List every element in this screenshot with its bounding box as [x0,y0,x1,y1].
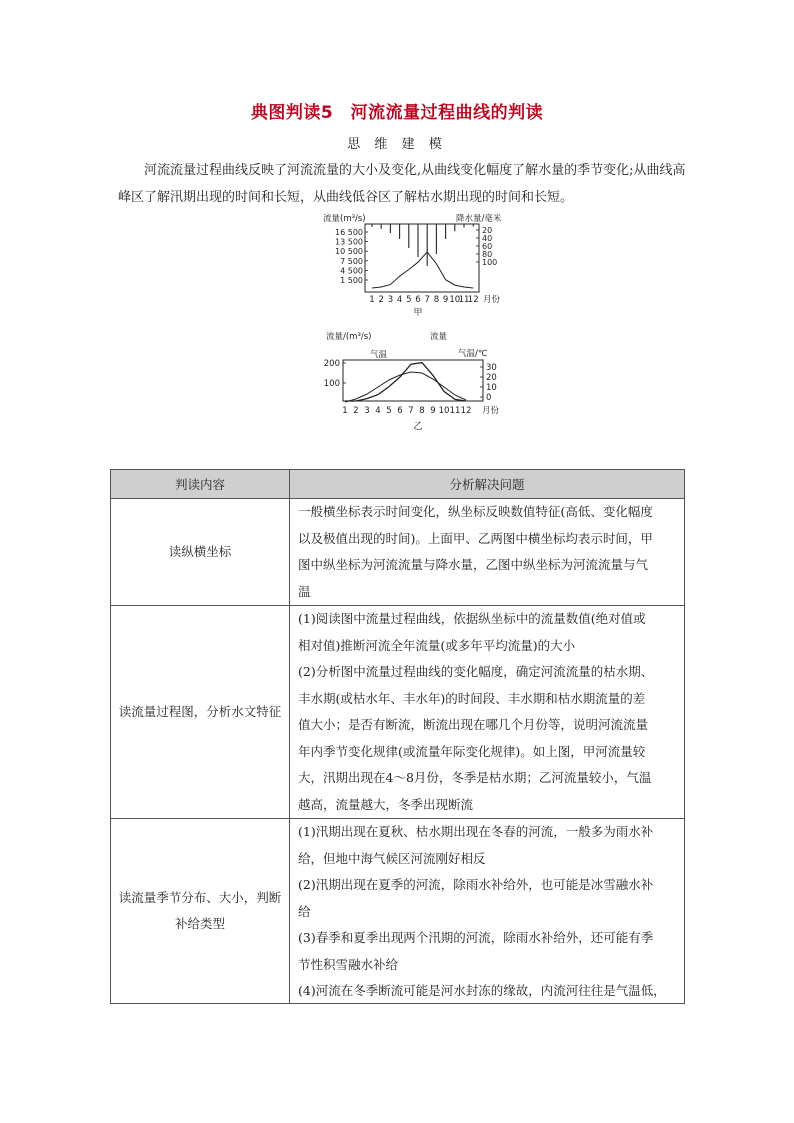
x-tick-label: 2 [353,406,359,416]
x-tick-label: 9 [430,406,436,416]
content-line: (1)阅读图中流量过程曲线，依据纵坐标中的流量数值(绝对值或 [298,611,646,626]
content-line: 值大小；是否有断流，断流出现在哪几个月份等，说明河流流量 [298,717,649,732]
x-axis-label: 月份 [482,406,500,416]
y-left-tick-label: 16 500 [335,228,363,237]
chart-jia [318,208,518,320]
x-tick-label: 11 [458,295,470,305]
chart-caption: 乙 [413,422,423,432]
x-tick-label: 7 [424,295,430,305]
content-line: 图中纵坐标为河流流量与降水量，乙图中纵坐标为河流流量与气 [298,557,649,572]
header-cell: 判读内容 [111,470,290,499]
x-tick-label: 10 [449,295,461,305]
x-tick-label: 1 [342,406,348,416]
content-line: (3)春季和夏季出现两个汛期的河流，除雨水补给外，还可能有季 [298,930,654,945]
y-right-tick-label: 60 [482,242,493,251]
header-cell: 分析解决问题 [290,470,685,499]
x-tick-label: 2 [378,295,384,305]
y-left-tick-label: 7 500 [340,256,363,266]
y-right-tick-label: 80 [482,250,493,259]
y-right-tick-label: 40 [482,234,493,243]
y-right-axis-label: 降水量/毫米 [456,214,502,224]
content-line: (1)汛期出现在夏秋、枯水期出现在冬春的河流，一般多为雨水补 [298,824,654,839]
x-tick-label: 8 [419,406,425,416]
x-ticks [369,295,478,305]
precipitation-bars [372,224,473,266]
x-tick-label: 3 [387,295,394,305]
y-left-tick-label: 13 500 [335,237,363,247]
y-right-axis-label: 气温/℃ [458,349,488,359]
content-line: (2)汛期出现在夏季的河流，除雨水补给外，也可能是冰雪融水补 [298,877,654,892]
y-left-axis-label: 流量(m³/s) [323,214,366,224]
x-tick-label: 1 [369,295,375,305]
x-tick-label: 9 [442,295,449,305]
content-line: (4)河流在冬季断流可能是河水封冻的缘故，内流河往往是气温低， [298,983,666,998]
y-left-tick-label: 100 [323,379,340,389]
temperature-annotation: 气温 [370,350,388,360]
x-tick-label: 4 [375,406,381,416]
row-item-cell: 读纵横坐标 [111,499,290,606]
x-tick-label: 7 [408,406,414,416]
x-tick-label: 12 [460,406,472,416]
content-line: (2)分析图中流量过程曲线的变化幅度，确定河流流量的枯水期、 [298,664,654,679]
flow-annotation: 流量 [430,332,448,342]
intro-paragraph: 河流流量过程曲线反映了河流流量的大小及变化,从曲线变化幅度了解水量的季节变化;从曲线高峰区了解汛期出现的时间和长短，从曲线低谷区了解枯水期出现的时间和长短。 [118,163,686,205]
x-tick-label: 6 [415,295,421,305]
y-right-tick-label: 0 [486,393,492,403]
content-line: 一般横坐标表示时间变化，纵坐标反映数值特征(高低、变化幅度 [298,504,653,519]
temperature-line [345,372,466,402]
x-tick-label: 11 [449,406,461,416]
page-title: 典图判读5 河流流量过程曲线的判读 [250,103,544,123]
content-line: 大，汛期出现在4～8月份，冬季是枯水期；乙河流量较小，气温 [298,770,652,785]
content-line: 越高，流量越大，冬季出现断流 [298,796,474,812]
x-tick-label: 10 [438,406,450,416]
row-content-cell [290,819,685,1004]
section-subtitle: 思 维 建 模 [347,137,447,152]
table-row [111,499,685,606]
flow-line [372,252,473,288]
x-ticks [342,406,471,416]
content-line: 给 [298,903,311,919]
row-item-cell: 读流量季节分布、大小，判断补给类型 [111,819,290,1004]
content-line: 丰水期(或枯水年、丰水年)的时间段、丰水期和枯水期流量的差 [298,690,646,706]
y-left-axis-label: 流量/(m³/s) [326,332,372,342]
table-row [111,819,685,1004]
content-line: 温 [298,583,311,599]
y-right-tick-label: 30 [486,363,497,373]
content-line: 以及极值出现的时间)。上面甲、乙两图中横坐标均表示时间，甲 [298,530,653,546]
x-tick-label: 6 [397,406,403,416]
y-right-tick-label: 20 [482,226,493,235]
x-tick-label: 5 [406,295,412,305]
y-left-ticks [335,228,368,285]
content-line: 给，但地中海气候区河流刚好相反 [298,850,486,866]
row-content-cell [290,606,685,819]
x-axis-label: 月份 [483,295,501,305]
y-left-tick-label: 4 500 [340,266,363,276]
x-tick-label: 3 [364,406,370,416]
content-line: 节性积雪融水补给 [298,956,399,972]
y-right-tick-label: 20 [486,373,497,383]
y-right-tick-label: 10 [486,383,497,393]
y-left-tick-label: 200 [323,359,340,369]
x-tick-label: 8 [433,295,440,305]
row-item-cell: 读流量过程图，分析水文特征 [111,606,290,819]
y-left-tick-label: 1 500 [340,276,363,285]
x-tick-label: 12 [467,295,479,305]
analysis-table [110,469,685,1004]
x-tick-label: 5 [386,406,392,416]
y-left-tick-label: 10 500 [335,247,363,257]
table-row [111,606,685,819]
y-right-tick-label: 100 [482,258,498,267]
chart-caption: 甲 [413,308,423,318]
content-line: 相对值)推断河流全年流量(或多年平均流量)的大小 [298,637,576,653]
x-tick-label: 4 [396,295,403,305]
table-header-row [111,470,685,499]
chart-yi [318,325,518,435]
content-line: 年内季节变化规律(或流量年际变化规律)。如上图，甲河流量较 [298,743,646,759]
row-content-cell [290,499,685,606]
